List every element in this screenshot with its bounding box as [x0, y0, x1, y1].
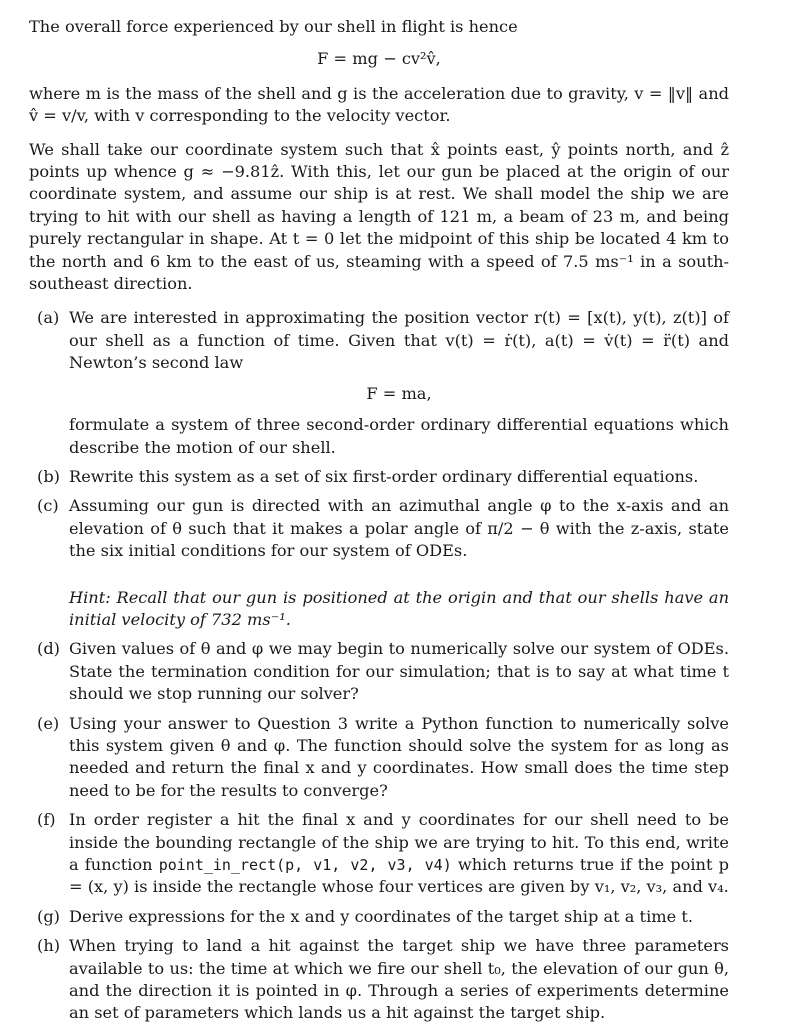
question-label: (h): [37, 936, 61, 956]
question-h-text: When trying to land a hit against the target ship we have three parameters available to us: the time at which we fire our shell t₀, the elevation of our gun θ, and the direction it is pointed in φ. Through a series of experiments determine an set of parameters which lands us a hit against the target ship.: [69, 936, 729, 1023]
question-g-text: Derive expressions for the x and y coordinates of the target ship at a time t.: [69, 906, 693, 926]
question-d: [29, 638, 729, 705]
question-e-text: Using your answer to Question 3 write a Python function to numerically solve this system given θ and φ. The function should solve the system for as long as needed and return the final x and y coordinates. How small does the time step need to be for the results to converge?: [69, 713, 729, 800]
question-d-text: Given values of θ and φ we may begin to numerically solve our system of ODEs. State the termination condition for our simulation; that is to say at what time t should we stop running our solver?: [69, 639, 729, 704]
force-equation: F = mg − cv²v̂,: [317, 49, 441, 69]
function-signature: point_in_rect(p, v1, v2, v3, v4): [158, 856, 452, 874]
question-a: [29, 307, 729, 458]
newton-equation: F = ma,: [366, 383, 432, 403]
question-f: [29, 809, 729, 899]
question-a-text: We are interested in approximating the position vector r(t) = [x(t), y(t), z(t)] of our shell as a function of time. Given that v(t) = ṙ(t), a(t) = v̇(t) = r̈(t) and Newton’s second law: [69, 308, 729, 373]
hint-text: Hint: Recall that our gun is positioned at the origin and that our shells have an initial velocity of 732 ms⁻¹.: [69, 587, 729, 629]
question-label: (d): [37, 639, 60, 659]
question-list: [29, 307, 729, 1024]
problem-page: [29, 16, 729, 1032]
question-c-text: Assuming our gun is directed with an azimuthal angle φ to the x-axis and an elevation of θ such that it makes a polar angle of π/2 − θ with the z-axis, state the six initial conditions for our system of ODEs.: [69, 496, 729, 561]
question-f-text: [69, 809, 729, 899]
question-c: [29, 495, 729, 631]
question-b: [29, 466, 729, 488]
question-label: (e): [37, 713, 60, 733]
where-paragraph: where m is the mass of the shell and g is the acceleration due to gravity, v = ‖v‖ and v̂ = v/v, with v corresponding to the velocity vector.: [29, 83, 729, 126]
question-label: (f): [37, 810, 56, 830]
setup-paragraph: We shall take our coordinate system such that x̂ points east, ŷ points north, and ẑ points up whence g ≈ −9.81ẑ. With this, let our gun be placed at the origin of our coordinate system, and assume our ship is at rest. We shall model the ship we are trying to hit with our shell as having a length of 121 m, a beam of 23 m, and being purely rectangular in shape. At t = 0 let the midpoint of this ship be located 4 km to the north and 6 km to the east of us, steaming with a speed of 7.5 ms⁻¹ in a south-southeast direction.: [29, 139, 729, 294]
question-e: [29, 713, 729, 803]
question-a-text-2: formulate a system of three second-order ordinary differential equations which describe the motion of our shell.: [69, 415, 729, 457]
question-h: [29, 935, 729, 1025]
intro-line: The overall force experienced by our shell in flight is hence: [29, 17, 518, 36]
question-label: (a): [37, 308, 60, 328]
question-b-text: Rewrite this system as a set of six first-order ordinary differential equations.: [69, 466, 699, 486]
question-f-text-pre: In order register a hit the final x and y coordinates for our shell need to be inside the bounding rectangle of the ship we are trying to hit. To this end, write a function: [69, 810, 729, 874]
question-g: [29, 906, 729, 928]
question-label: (c): [37, 496, 59, 516]
question-label: (b): [37, 466, 60, 486]
question-f-text-post: which returns true if the point p = (x, y) is inside the rectangle whose four vertices are given by v₁, v₂, v₃, and v₄.: [69, 855, 729, 897]
question-label: (g): [37, 906, 60, 926]
